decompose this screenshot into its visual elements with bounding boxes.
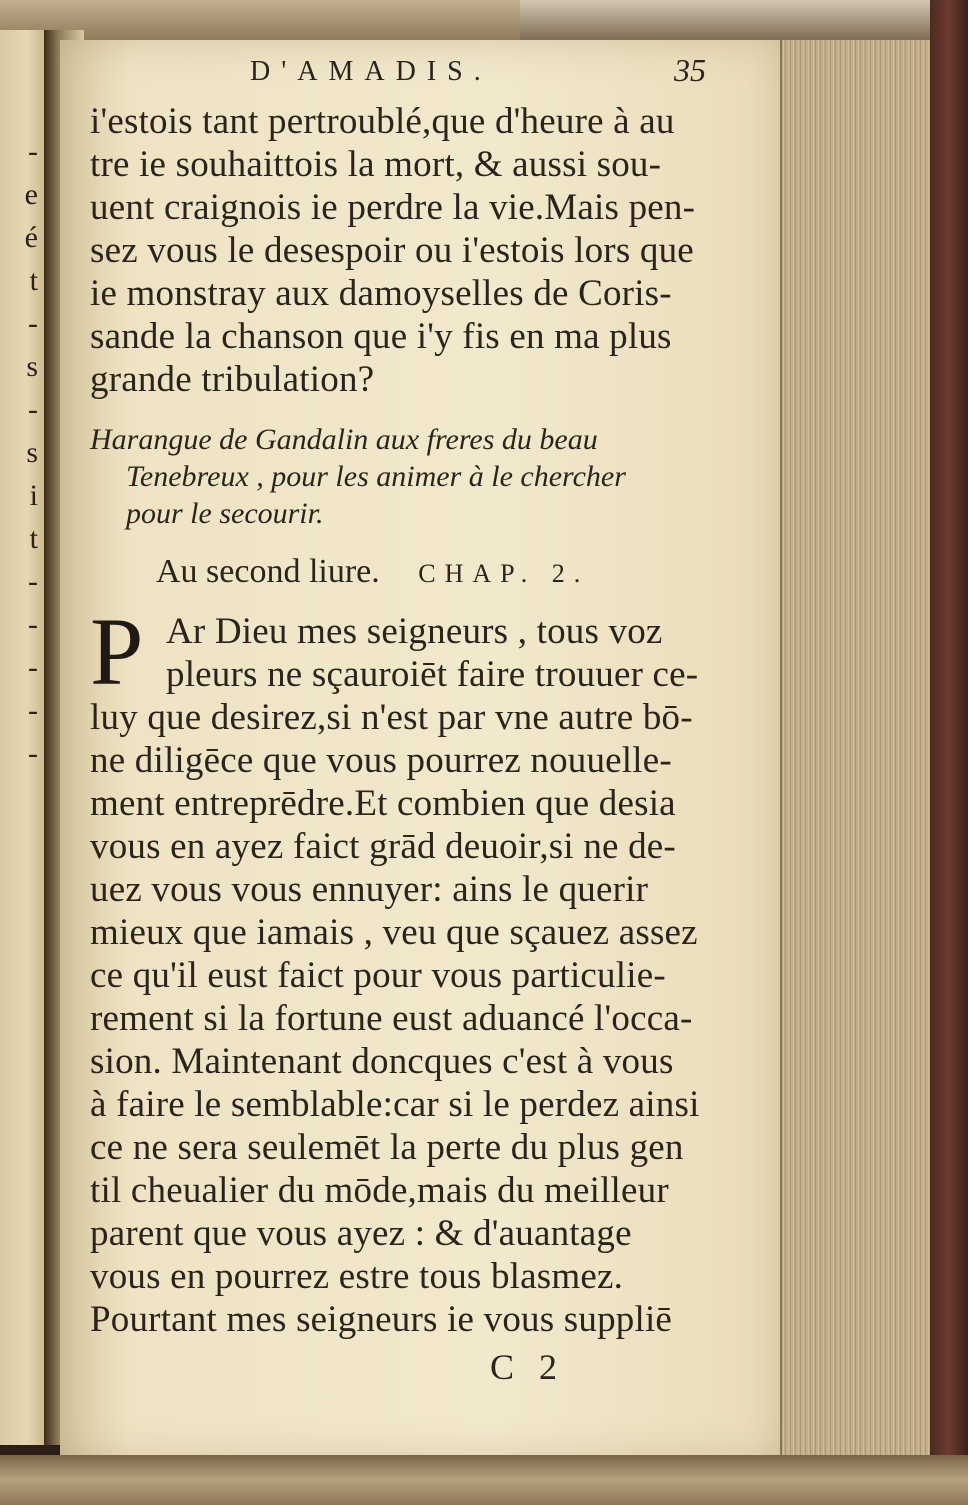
- text-line: ce qu'il eust faict pour vous particulie-: [90, 955, 666, 996]
- text-line: uent craignois ie perdre la vie.Mais pen-: [90, 187, 696, 228]
- cover-right-edge: [930, 0, 968, 1505]
- signature-mark: C 2: [490, 1347, 566, 1387]
- heading-line: Harangue de Gandalin aux freres du beau: [90, 423, 598, 456]
- text-line: vous en ayez faict grād deuoir,si ne de-: [90, 826, 676, 867]
- text-line: à faire le semblable:car si le perdez ainsi: [90, 1084, 700, 1125]
- cover-top-edge: [0, 0, 968, 40]
- heading-line: Tenebreux , pour les animer à le chercher: [126, 460, 626, 493]
- passage-2: [90, 598, 710, 1341]
- heading-line: pour le secourir.: [126, 497, 324, 530]
- text-line: ie monstray aux damoyselles de Coris-: [90, 273, 672, 314]
- passage-1: [90, 100, 710, 401]
- text-line: sande la chanson que i'y fis en ma plus: [90, 316, 672, 357]
- text-line: sez vous le desespoir ou i'estois lors que: [90, 230, 694, 271]
- text-line: grande tribulation?: [90, 359, 375, 400]
- text-line: ce ne sera seulemēt la perte du plus gen: [90, 1127, 684, 1168]
- chapter-number: CHAP. 2.: [418, 559, 590, 588]
- text-line: Ar Dieu mes seigneurs , tous voz: [166, 611, 663, 652]
- drop-cap: P: [90, 598, 144, 705]
- cover-bottom-edge: [0, 1455, 968, 1505]
- book-reference: Au second liure.: [156, 553, 380, 590]
- text-line: sion. Maintenant doncques c'est à vous: [90, 1041, 674, 1082]
- left-facing-page: [0, 30, 47, 1445]
- page-text: [90, 50, 710, 1389]
- text-line: luy que desirez,si n'est par vne autre bō-: [90, 697, 693, 738]
- text-line: ment entreprēdre.Et combien que desia: [90, 783, 676, 824]
- text-line: mieux que iamais , veu que sçauez assez: [90, 912, 698, 953]
- running-head: [90, 50, 710, 100]
- text-line: pleurs ne sçauroiēt faire trouuer ce-: [166, 654, 699, 695]
- page-number: 35: [674, 52, 706, 88]
- text-line: til cheualier du mōde,mais du meilleur: [90, 1170, 669, 1211]
- page-edges: [780, 40, 932, 1460]
- text-line: parent que vous ayez : & d'auantage: [90, 1213, 632, 1254]
- running-title: D'AMADIS.: [250, 56, 492, 87]
- text-line: rement si la fortune eust aduancé l'occa-: [90, 998, 693, 1039]
- text-line: Pourtant mes seigneurs ie vous suppliē: [90, 1299, 673, 1340]
- left-page-text-fragments: - e é t - s - s i t - - - - -: [24, 135, 38, 770]
- text-line: uez vous vous ennuyer: ains le querir: [90, 869, 649, 910]
- text-line: tre ie souhaittois la mort, & aussi sou-: [90, 144, 662, 185]
- chapter-label: [90, 546, 710, 598]
- text-line: i'estois tant pertroublé,que d'heure à au: [90, 101, 675, 142]
- section-heading: [90, 421, 710, 532]
- text-line: ne diligēce que vous pourrez nouuelle-: [90, 740, 672, 781]
- text-line: vous en pourrez estre tous blasmez.: [90, 1256, 624, 1297]
